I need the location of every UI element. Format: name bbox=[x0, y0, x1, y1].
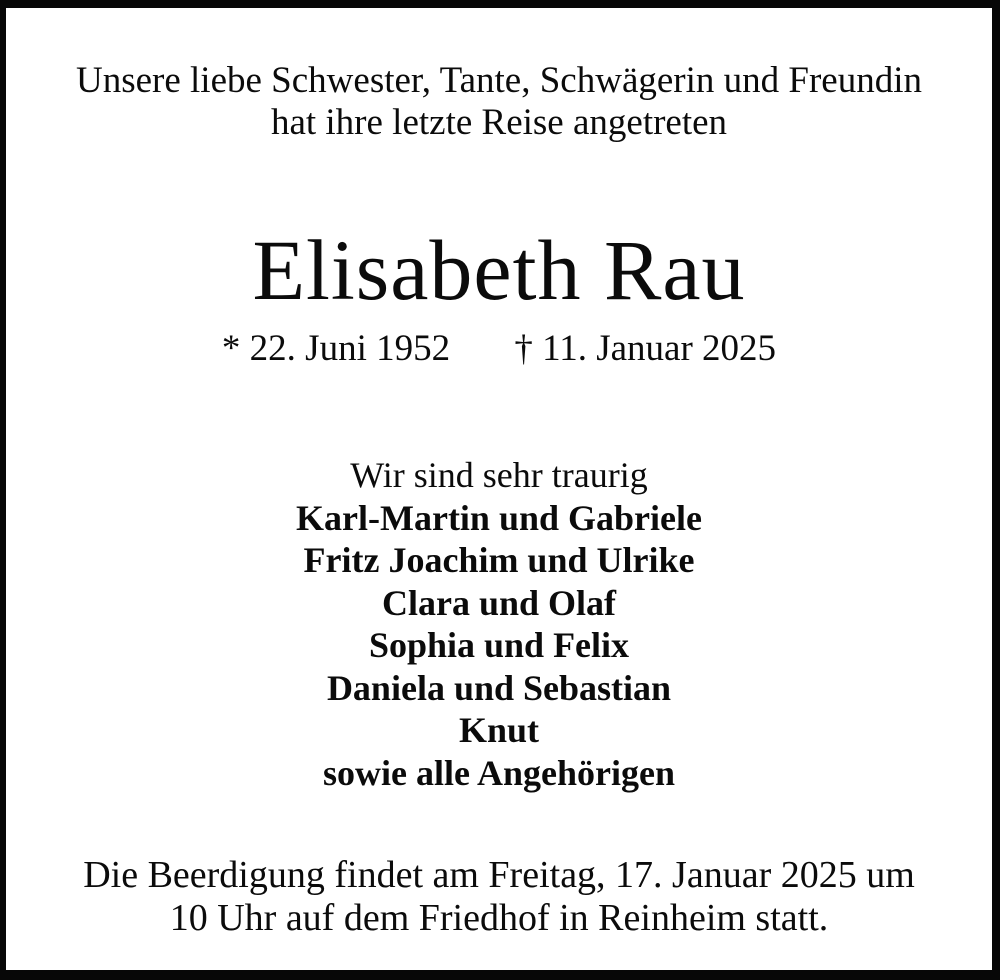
mourner-line: Clara und Olaf bbox=[381, 582, 617, 623]
funeral-line-2: 10 Uhr auf dem Friedhof in Reinheim statt. bbox=[169, 897, 829, 939]
mourner-line: Karl-Martin und Gabriele bbox=[296, 497, 702, 538]
life-dates bbox=[6, 328, 992, 370]
mourner-line: Fritz Joachim und Ulrike bbox=[303, 540, 695, 580]
birth-date: * 22. Juni 1952 bbox=[221, 328, 451, 369]
intro-line-1: Unsere liebe Schwester, Tante, Schwägerin und Freundin bbox=[75, 60, 922, 101]
death-date: † 11. Januar 2025 bbox=[514, 328, 777, 369]
deceased-name: Elisabeth Rau bbox=[252, 222, 746, 318]
mourning-section bbox=[6, 454, 992, 794]
funeral-info bbox=[6, 854, 992, 940]
intro-line-2: hat ihre letzte Reise angetreten bbox=[270, 102, 728, 143]
mourner-line: sowie alle Angehörigen bbox=[323, 752, 675, 793]
mourner-line: Daniela und Sebastian bbox=[326, 667, 672, 708]
intro-text bbox=[6, 60, 992, 144]
mourner-line: Knut bbox=[458, 710, 540, 750]
mourning-intro: Wir sind sehr traurig bbox=[350, 455, 648, 495]
funeral-line-1: Die Beerdigung findet am Freitag, 17. Januar 2025 um bbox=[83, 854, 915, 896]
mourner-line: Sophia und Felix bbox=[368, 625, 630, 665]
